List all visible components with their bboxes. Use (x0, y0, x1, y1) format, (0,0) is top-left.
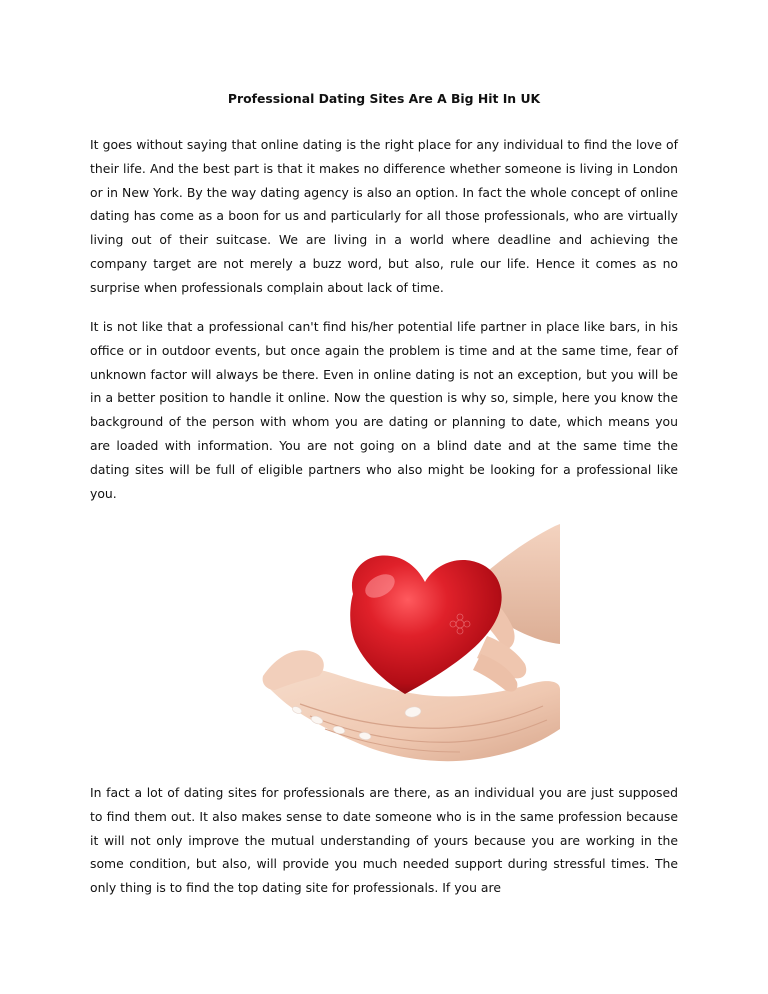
heart (350, 555, 501, 694)
paragraph-1: It goes without saying that online dating is the right place for any individual to find the love of their life. And the best part is that it makes no difference whether someone is living in London or in New York. By the way dating agency is also an option. In fact the whole concept of online dating has come as a boon for us and particularly for all those professionals, who are virtually living out of their suitcase. We are living in a world where deadline and achieving the company target are not merely a buzz word, but also, rule our life. Hence it comes as no surprise when professionals complain about lack of time. (90, 137, 678, 295)
paragraph-2: It is not like that a professional can't find his/her potential life partner in place like bars, in his office or in outdoor events, but once again the problem is time and at the same time, fear of unknown factor will always be there. Even in online dating is not an exception, but you will be in a better position to handle it online. Now the question is why so, simple, here you know the background of the person with whom you are dating or planning to date, which means you are loaded with information. You are not going on a blind date and at the same time the dating sites will be full of eligible partners who also might be looking for a professional like you. (90, 319, 678, 501)
heart-in-hands-illustration (255, 524, 560, 766)
heart-in-hands-image (255, 524, 560, 766)
document-title: Professional Dating Sites Are A Big Hit In UK (227, 91, 541, 106)
paragraph-3: In fact a lot of dating sites for professionals are there, as an individual you are just supposed to find them out. It also makes sense to date someone who is in the same profession because it will not only improve the mutual understanding of yours because you are working in the some condition, but also, will provide you much needed support during stressful times. The only thing is to find the top dating site for professionals. If you are (90, 785, 678, 896)
